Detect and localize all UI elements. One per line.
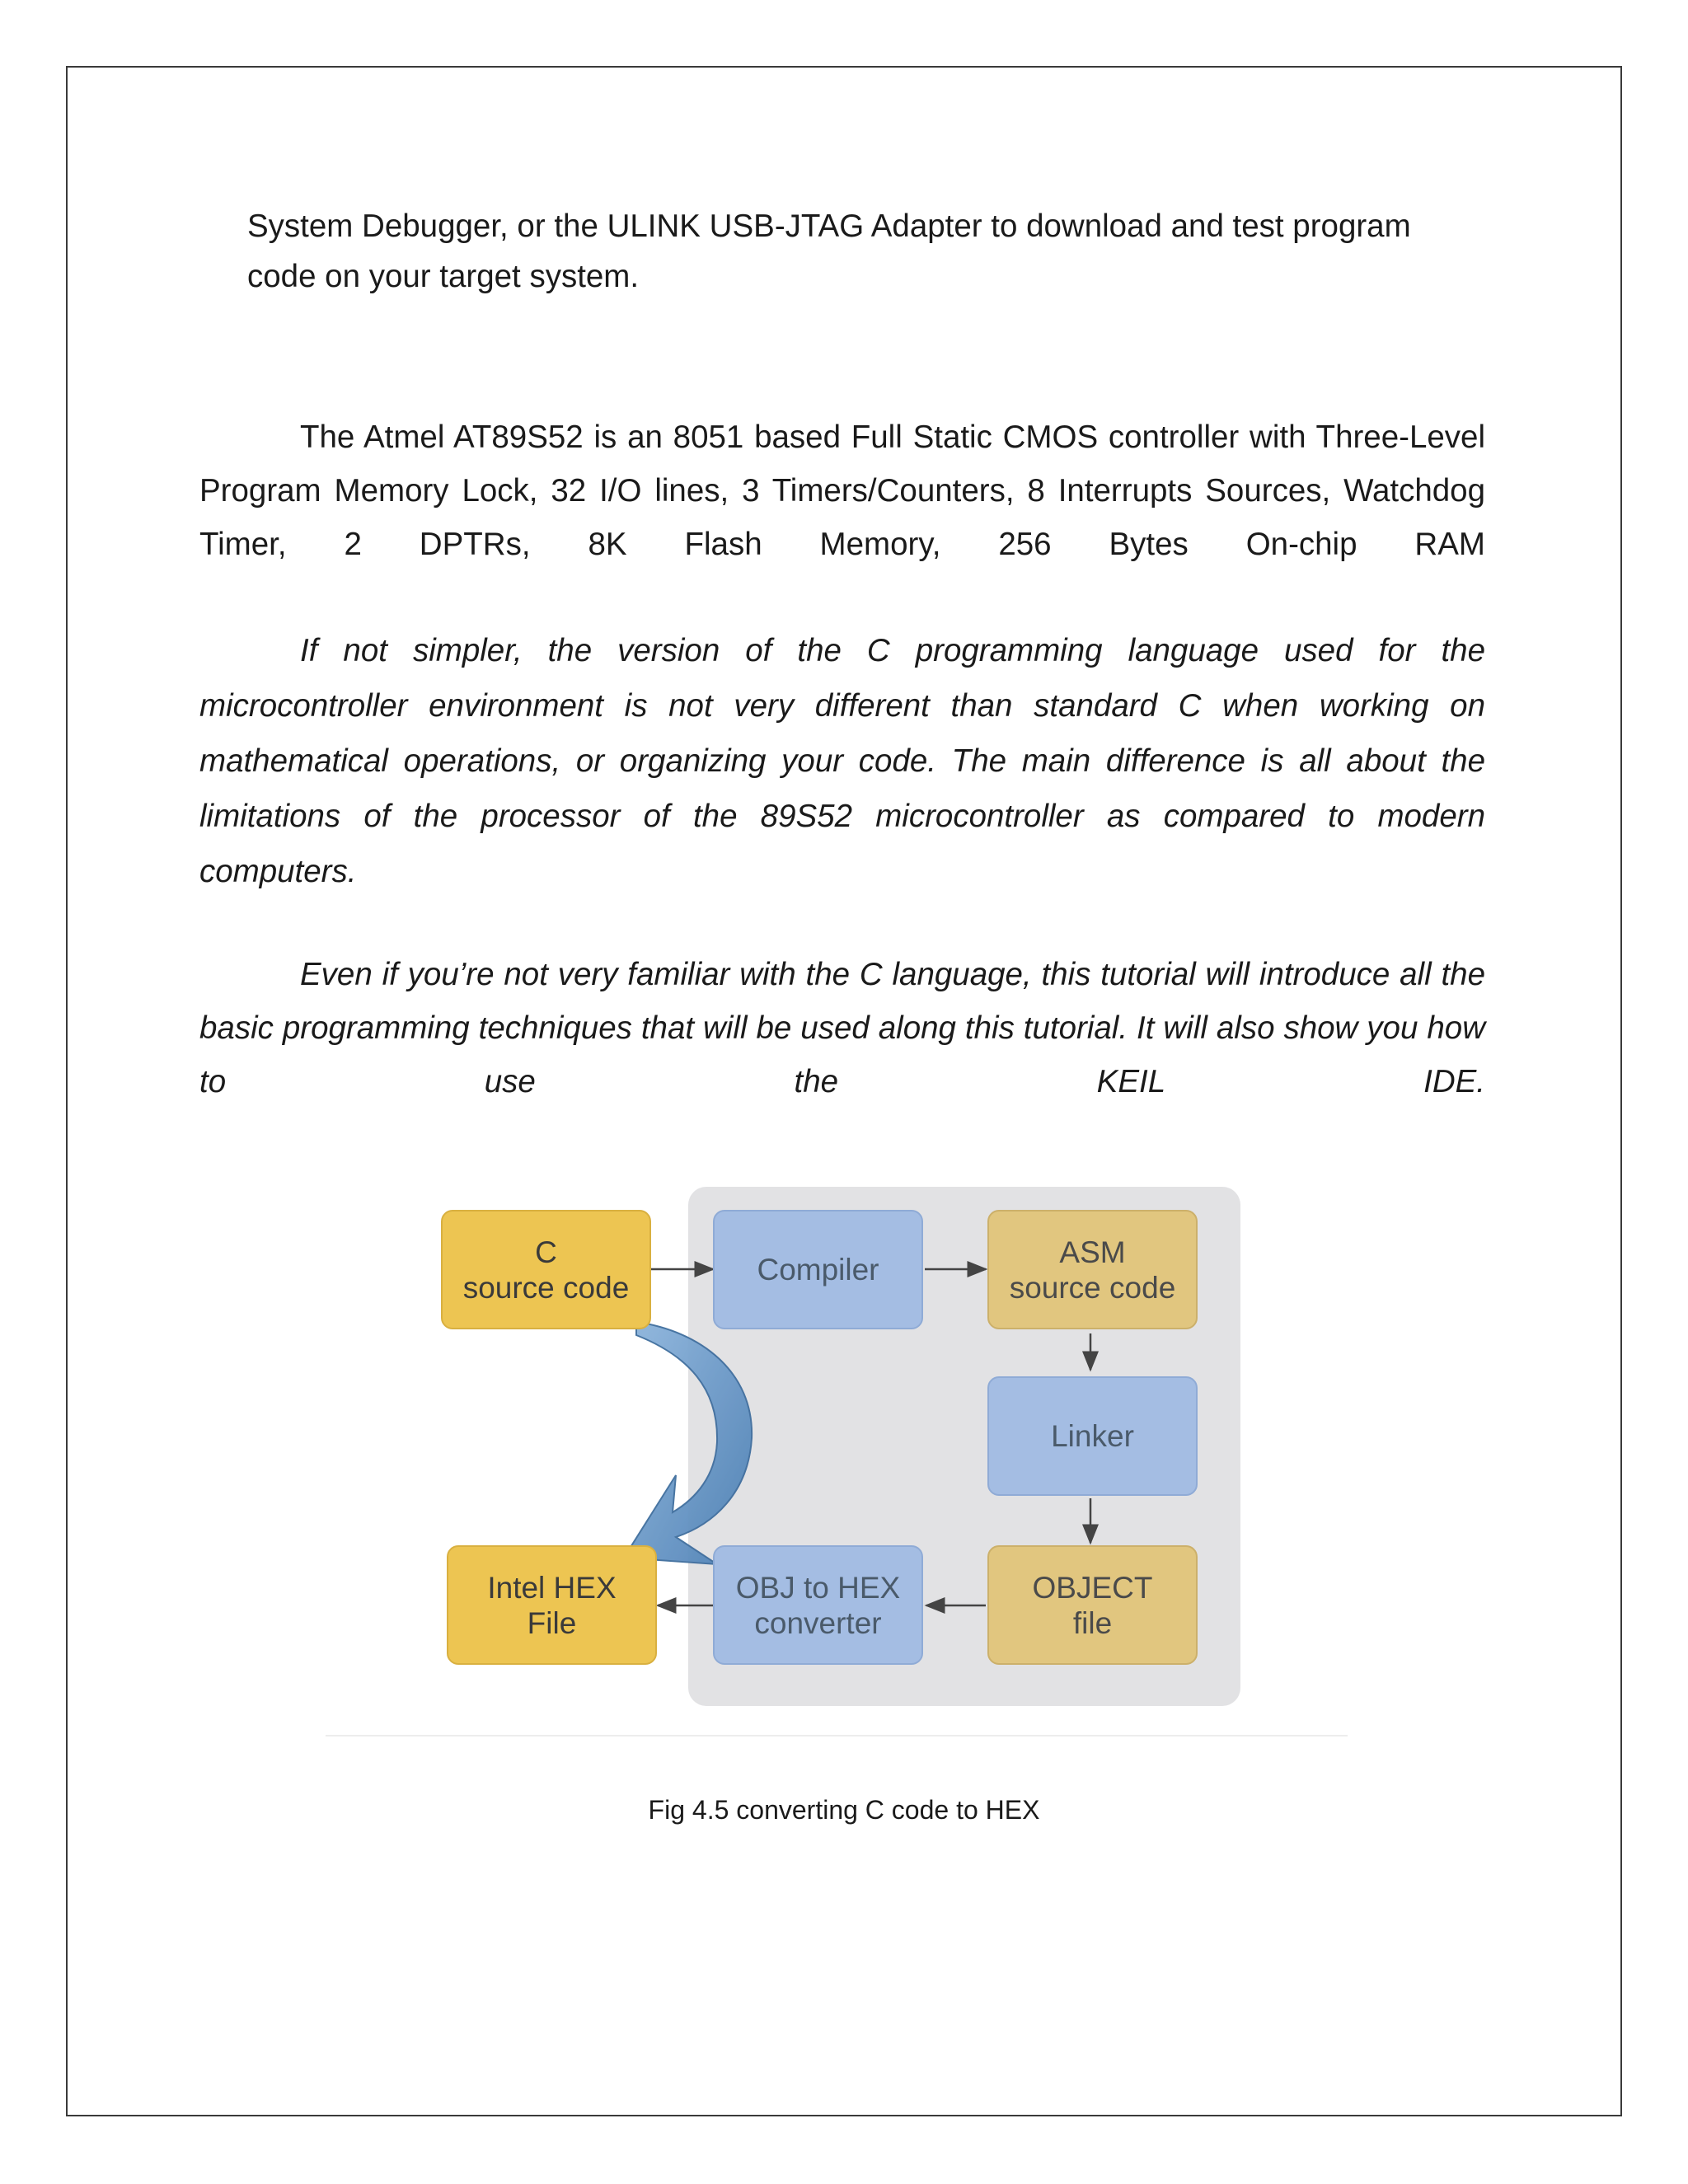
compiler-box: Compiler bbox=[713, 1210, 923, 1329]
obj-to-hex-converter-box: OBJ to HEX converter bbox=[713, 1545, 923, 1665]
paragraph-debugger: System Debugger, or the ULINK USB-JTAG Adapter to download and test program code on your target system. bbox=[247, 209, 1411, 294]
object-file-box: OBJECT file bbox=[987, 1545, 1198, 1665]
paragraph-c-language: If not simpler, the version of the C programming language used for the microcontroller environment is not very different than standard C when working on mathematical operations, or organizing your code. The main difference is all about the limitations of the processor of the 89S52 microcontroller as compared to modern computers. bbox=[199, 633, 1485, 889]
paragraph-tutorial: Even if you’re not very familiar with the C language, this tutorial will introduce all the basic programming techniques that will be used along this tutorial. It will also show you how to use the KEIL IDE. bbox=[199, 957, 1485, 1099]
c-to-hex-diagram bbox=[429, 1170, 1253, 1698]
paragraph-at89s52: The Atmel AT89S52 is an 8051 based Full Static CMOS controller with Three-Level Program Memory Lock, 32 I/O lines, 3 Timers/Counters, 8 Interrupts Sources, Watchdog Timer, 2 DPTRs, 8K Flash Memory, 256 Bytes On-chip RAM bbox=[199, 419, 1485, 562]
figure-caption: Fig 4.5 converting C code to HEX bbox=[648, 1795, 1040, 1825]
intel-hex-file-box: Intel HEX File bbox=[447, 1545, 657, 1665]
big-curved-arrow bbox=[624, 1322, 752, 1564]
linker-box: Linker bbox=[987, 1376, 1198, 1496]
asm-source-code-box: ASM source code bbox=[987, 1210, 1198, 1329]
figure-divider bbox=[326, 1735, 1348, 1736]
c-source-code-box: C source code bbox=[441, 1210, 651, 1329]
